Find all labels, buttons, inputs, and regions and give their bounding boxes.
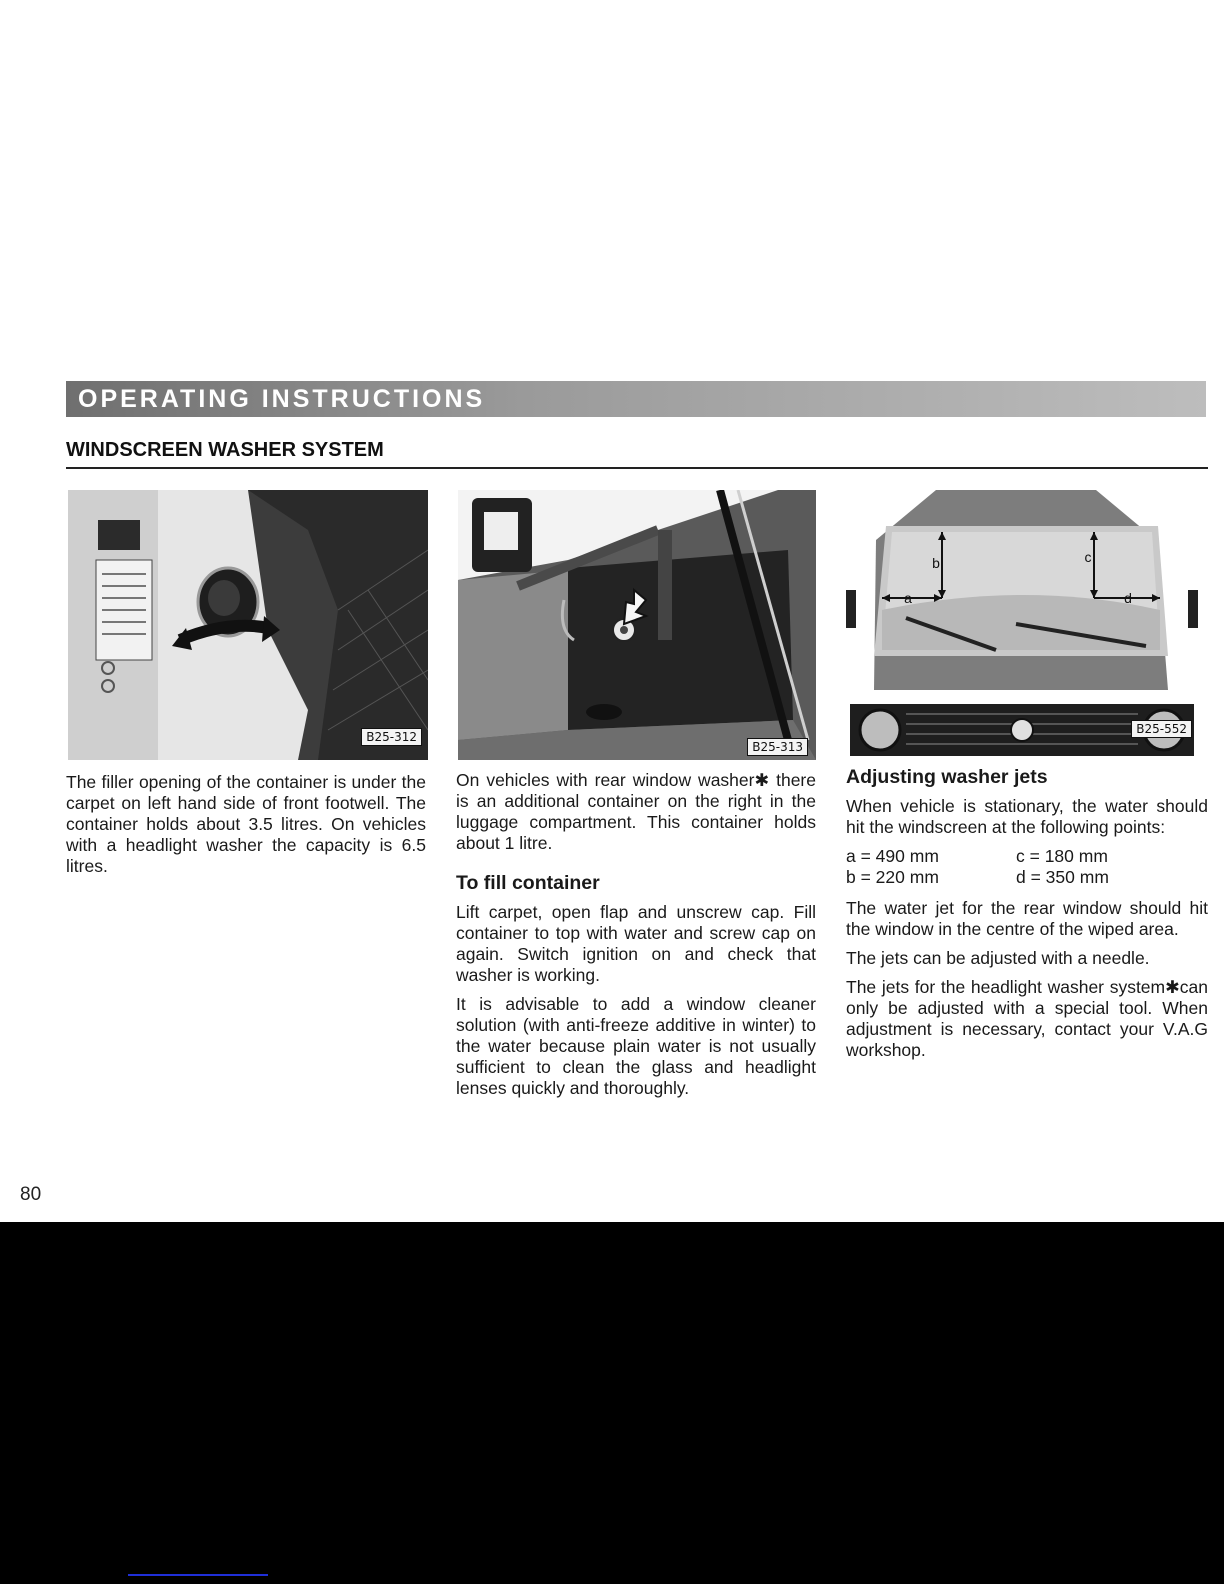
measurement-a: a = 490 mm [846,846,939,866]
measurement-c: c = 180 mm [1016,846,1108,866]
measurement-b: b = 220 mm [846,867,939,887]
needle-adjust-text: The jets can be adjusted with a needle. [846,948,1150,968]
column-filler-opening [66,772,426,885]
photo-filler-opening [68,490,428,760]
photo-code-label: B25-312 [361,728,422,746]
photo-jet-points [846,490,1198,760]
luggage-compartment-illustration [458,490,816,760]
photo-luggage-compartment [458,490,816,760]
measurement-d: d = 350 mm [1016,867,1109,887]
column-adjusting-jets [846,766,1208,1069]
photo-code-label: B25-313 [747,738,808,756]
filler-opening-text: The filler opening of the container is under the carpet on left hand side of front footwell. The container holds about 3.5 litres. On vehicles with a headlight washer the capacity is 6.5 litres. [66,772,426,876]
column-additional-container [456,770,816,1107]
bottom-black-margin [0,1222,1224,1584]
top-margin [0,0,1224,352]
jet-label-a: a [904,590,912,606]
jet-measurements [846,846,1208,888]
page-number: 80 [20,1184,42,1205]
headlight-jets-text: The jets for the headlight washer system✱can only be adjusted with a special tool. When adjustment is necessary, contact your V.A.G workshop. [846,977,1208,1060]
section-bar [66,381,1206,417]
fill-container-steps: Lift carpet, open flap and unscrew cap. Fill container to top with water and screw cap on again. Switch ignition on and check that washer is working. [456,902,816,985]
fill-container-heading: To fill container [456,872,600,894]
jet-label-c: c [1084,549,1092,565]
filler-opening-illustration [68,490,428,760]
photo-code-label: B25-552 [1131,720,1192,738]
bottom-link-underline [128,1574,268,1576]
heading-rule [66,467,1208,469]
rear-jet-text: The water jet for the rear window should hit the window in the centre of the wiped area. [846,898,1208,939]
page-title: WINDSCREEN WASHER SYSTEM [66,439,384,461]
cleaner-solution-advice: It is advisable to add a window cleaner solution (with anti-freeze additive in winter) to the water because plain water is not usually sufficient to clean the glass and headlight lenses quickly and thoroughly. [456,994,816,1098]
jet-points-intro: When vehicle is stationary, the water should hit the windscreen at the following points: [846,796,1208,837]
additional-container-text: On vehicles with rear window washer✱ there is an additional container on the right in the luggage compartment. This container holds about 1 litre. [456,770,816,853]
jet-label-b: b [932,555,940,571]
section-bar-label: OPERATING INSTRUCTIONS [78,385,486,413]
adjusting-jets-heading: Adjusting washer jets [846,766,1048,788]
jet-label-d: d [1124,590,1132,606]
